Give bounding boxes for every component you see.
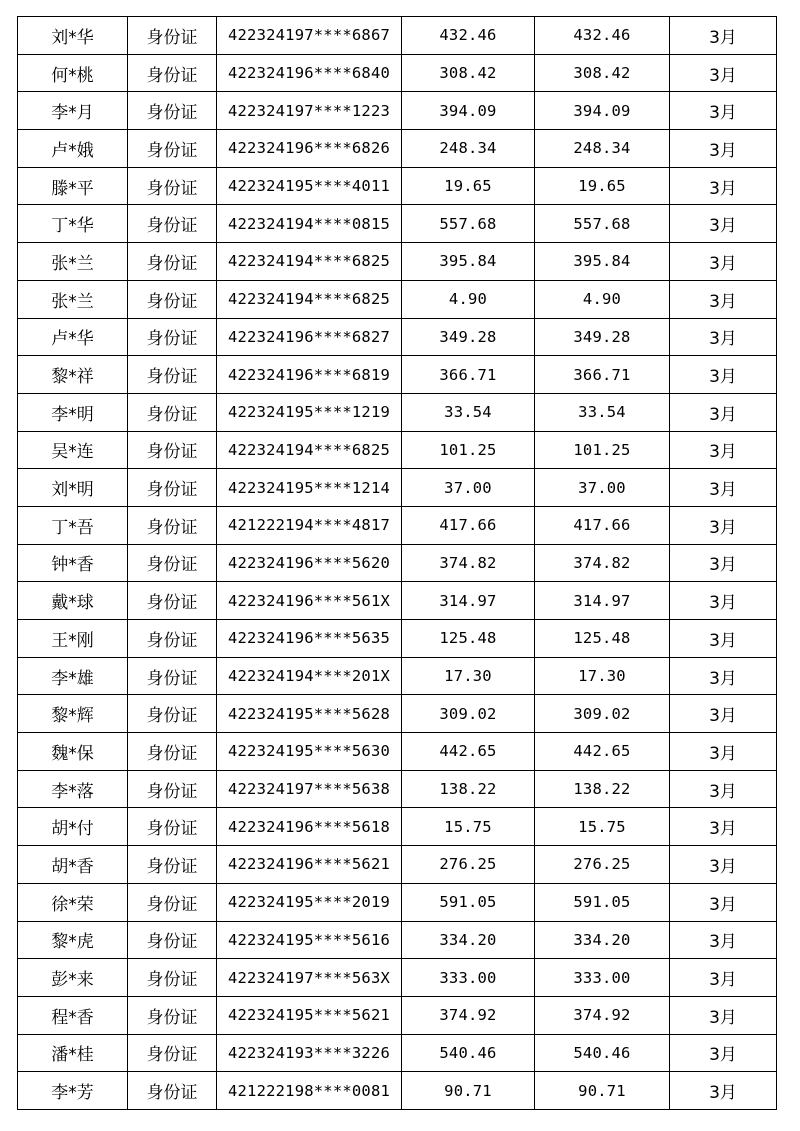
month-cell: 3月 [670, 1072, 777, 1110]
person-name-cell: 黎*祥 [18, 356, 128, 394]
id-type-cell: 身份证 [128, 695, 217, 733]
amount-cell: 90.71 [402, 1072, 535, 1110]
amount-cell: 308.42 [402, 54, 535, 92]
month-cell: 3月 [670, 243, 777, 281]
table-row [18, 1072, 777, 1110]
id-number-cell: 422324197****1223 [217, 92, 402, 130]
month-cell: 3月 [670, 695, 777, 733]
paid-amount-cell: 557.68 [535, 205, 670, 243]
person-name-cell: 王*刚 [18, 620, 128, 658]
amount-cell: 394.09 [402, 92, 535, 130]
table-row [18, 205, 777, 243]
amount-cell: 314.97 [402, 582, 535, 620]
month-cell: 3月 [670, 582, 777, 620]
amount-cell: 125.48 [402, 620, 535, 658]
id-type-cell: 身份证 [128, 582, 217, 620]
person-name-cell: 胡*付 [18, 808, 128, 846]
subsidy-table [17, 16, 777, 1110]
paid-amount-cell: 90.71 [535, 1072, 670, 1110]
id-type-cell: 身份证 [128, 469, 217, 507]
paid-amount-cell: 4.90 [535, 280, 670, 318]
month-cell: 3月 [670, 620, 777, 658]
amount-cell: 37.00 [402, 469, 535, 507]
id-number-cell: 422324195****5621 [217, 996, 402, 1034]
amount-cell: 442.65 [402, 733, 535, 771]
table-row [18, 167, 777, 205]
person-name-cell: 吴*连 [18, 431, 128, 469]
id-type-cell: 身份证 [128, 17, 217, 55]
table-row [18, 469, 777, 507]
amount-cell: 276.25 [402, 846, 535, 884]
id-number-cell: 422324195****5616 [217, 921, 402, 959]
paid-amount-cell: 314.97 [535, 582, 670, 620]
id-type-cell: 身份证 [128, 243, 217, 281]
id-number-cell: 421222198****0081 [217, 1072, 402, 1110]
month-cell: 3月 [670, 770, 777, 808]
table-row [18, 506, 777, 544]
table-row [18, 544, 777, 582]
id-number-cell: 422324194****0815 [217, 205, 402, 243]
table-row [18, 280, 777, 318]
person-name-cell: 李*雄 [18, 657, 128, 695]
month-cell: 3月 [670, 17, 777, 55]
id-number-cell: 422324194****201X [217, 657, 402, 695]
paid-amount-cell: 374.82 [535, 544, 670, 582]
id-type-cell: 身份证 [128, 808, 217, 846]
month-cell: 3月 [670, 54, 777, 92]
person-name-cell: 彭*来 [18, 959, 128, 997]
paid-amount-cell: 394.09 [535, 92, 670, 130]
person-name-cell: 黎*辉 [18, 695, 128, 733]
paid-amount-cell: 37.00 [535, 469, 670, 507]
month-cell: 3月 [670, 657, 777, 695]
month-cell: 3月 [670, 846, 777, 884]
month-cell: 3月 [670, 393, 777, 431]
paid-amount-cell: 19.65 [535, 167, 670, 205]
amount-cell: 374.82 [402, 544, 535, 582]
table-row [18, 695, 777, 733]
person-name-cell: 程*香 [18, 996, 128, 1034]
person-name-cell: 潘*桂 [18, 1034, 128, 1072]
amount-cell: 557.68 [402, 205, 535, 243]
table-row [18, 393, 777, 431]
amount-cell: 334.20 [402, 921, 535, 959]
person-name-cell: 徐*荣 [18, 883, 128, 921]
id-number-cell: 422324195****5628 [217, 695, 402, 733]
month-cell: 3月 [670, 92, 777, 130]
amount-cell: 591.05 [402, 883, 535, 921]
person-name-cell: 张*兰 [18, 280, 128, 318]
id-number-cell: 422324195****4011 [217, 167, 402, 205]
id-type-cell: 身份证 [128, 130, 217, 168]
person-name-cell: 何*桃 [18, 54, 128, 92]
person-name-cell: 戴*球 [18, 582, 128, 620]
amount-cell: 248.34 [402, 130, 535, 168]
id-number-cell: 422324195****1214 [217, 469, 402, 507]
id-number-cell: 422324195****5630 [217, 733, 402, 771]
person-name-cell: 张*兰 [18, 243, 128, 281]
id-type-cell: 身份证 [128, 1034, 217, 1072]
amount-cell: 4.90 [402, 280, 535, 318]
person-name-cell: 丁*华 [18, 205, 128, 243]
paid-amount-cell: 101.25 [535, 431, 670, 469]
person-name-cell: 卢*华 [18, 318, 128, 356]
person-name-cell: 李*明 [18, 393, 128, 431]
id-number-cell: 422324196****6840 [217, 54, 402, 92]
id-type-cell: 身份证 [128, 280, 217, 318]
paid-amount-cell: 276.25 [535, 846, 670, 884]
id-number-cell: 422324195****1219 [217, 393, 402, 431]
id-type-cell: 身份证 [128, 770, 217, 808]
id-type-cell: 身份证 [128, 92, 217, 130]
month-cell: 3月 [670, 996, 777, 1034]
amount-cell: 366.71 [402, 356, 535, 394]
month-cell: 3月 [670, 356, 777, 394]
table-row [18, 959, 777, 997]
paid-amount-cell: 591.05 [535, 883, 670, 921]
id-type-cell: 身份证 [128, 883, 217, 921]
table-row [18, 770, 777, 808]
paid-amount-cell: 395.84 [535, 243, 670, 281]
id-number-cell: 422324196****561X [217, 582, 402, 620]
id-type-cell: 身份证 [128, 657, 217, 695]
id-type-cell: 身份证 [128, 1072, 217, 1110]
month-cell: 3月 [670, 469, 777, 507]
paid-amount-cell: 17.30 [535, 657, 670, 695]
paid-amount-cell: 417.66 [535, 506, 670, 544]
table-row [18, 1034, 777, 1072]
month-cell: 3月 [670, 808, 777, 846]
id-type-cell: 身份证 [128, 356, 217, 394]
amount-cell: 333.00 [402, 959, 535, 997]
table-body [18, 17, 777, 1110]
id-type-cell: 身份证 [128, 393, 217, 431]
id-type-cell: 身份证 [128, 846, 217, 884]
month-cell: 3月 [670, 921, 777, 959]
amount-cell: 19.65 [402, 167, 535, 205]
paid-amount-cell: 349.28 [535, 318, 670, 356]
amount-cell: 101.25 [402, 431, 535, 469]
table-row [18, 582, 777, 620]
table-row [18, 92, 777, 130]
paid-amount-cell: 442.65 [535, 733, 670, 771]
person-name-cell: 李*芳 [18, 1072, 128, 1110]
id-number-cell: 422324196****6826 [217, 130, 402, 168]
id-type-cell: 身份证 [128, 544, 217, 582]
table-row [18, 130, 777, 168]
person-name-cell: 李*月 [18, 92, 128, 130]
amount-cell: 15.75 [402, 808, 535, 846]
person-name-cell: 滕*平 [18, 167, 128, 205]
id-number-cell: 422324194****6825 [217, 280, 402, 318]
month-cell: 3月 [670, 205, 777, 243]
amount-cell: 138.22 [402, 770, 535, 808]
month-cell: 3月 [670, 506, 777, 544]
paid-amount-cell: 540.46 [535, 1034, 670, 1072]
paid-amount-cell: 308.42 [535, 54, 670, 92]
table-row [18, 883, 777, 921]
person-name-cell: 魏*保 [18, 733, 128, 771]
paid-amount-cell: 374.92 [535, 996, 670, 1034]
person-name-cell: 胡*香 [18, 846, 128, 884]
id-type-cell: 身份证 [128, 431, 217, 469]
table-row [18, 54, 777, 92]
paid-amount-cell: 15.75 [535, 808, 670, 846]
month-cell: 3月 [670, 959, 777, 997]
month-cell: 3月 [670, 280, 777, 318]
id-number-cell: 422324195****2019 [217, 883, 402, 921]
id-type-cell: 身份证 [128, 506, 217, 544]
person-name-cell: 黎*虎 [18, 921, 128, 959]
person-name-cell: 卢*娥 [18, 130, 128, 168]
month-cell: 3月 [670, 544, 777, 582]
paid-amount-cell: 366.71 [535, 356, 670, 394]
table-row [18, 996, 777, 1034]
table-row [18, 733, 777, 771]
paid-amount-cell: 138.22 [535, 770, 670, 808]
table-row [18, 921, 777, 959]
amount-cell: 17.30 [402, 657, 535, 695]
month-cell: 3月 [670, 883, 777, 921]
paid-amount-cell: 334.20 [535, 921, 670, 959]
table-row [18, 243, 777, 281]
id-number-cell: 422324194****6825 [217, 431, 402, 469]
id-type-cell: 身份证 [128, 318, 217, 356]
amount-cell: 349.28 [402, 318, 535, 356]
table-row [18, 846, 777, 884]
id-number-cell: 422324197****563X [217, 959, 402, 997]
id-type-cell: 身份证 [128, 921, 217, 959]
amount-cell: 432.46 [402, 17, 535, 55]
amount-cell: 374.92 [402, 996, 535, 1034]
table-row [18, 657, 777, 695]
paid-amount-cell: 125.48 [535, 620, 670, 658]
id-number-cell: 421222194****4817 [217, 506, 402, 544]
table-row [18, 431, 777, 469]
table-row [18, 808, 777, 846]
month-cell: 3月 [670, 167, 777, 205]
id-number-cell: 422324197****6867 [217, 17, 402, 55]
amount-cell: 33.54 [402, 393, 535, 431]
paid-amount-cell: 432.46 [535, 17, 670, 55]
id-number-cell: 422324193****3226 [217, 1034, 402, 1072]
id-number-cell: 422324196****6827 [217, 318, 402, 356]
month-cell: 3月 [670, 1034, 777, 1072]
month-cell: 3月 [670, 733, 777, 771]
person-name-cell: 钟*香 [18, 544, 128, 582]
amount-cell: 540.46 [402, 1034, 535, 1072]
person-name-cell: 李*落 [18, 770, 128, 808]
person-name-cell: 丁*吾 [18, 506, 128, 544]
id-type-cell: 身份证 [128, 733, 217, 771]
month-cell: 3月 [670, 431, 777, 469]
table-row [18, 318, 777, 356]
amount-cell: 309.02 [402, 695, 535, 733]
id-type-cell: 身份证 [128, 620, 217, 658]
id-number-cell: 422324196****6819 [217, 356, 402, 394]
month-cell: 3月 [670, 318, 777, 356]
table-row [18, 17, 777, 55]
amount-cell: 417.66 [402, 506, 535, 544]
id-type-cell: 身份证 [128, 996, 217, 1034]
id-number-cell: 422324196****5621 [217, 846, 402, 884]
month-cell: 3月 [670, 130, 777, 168]
id-type-cell: 身份证 [128, 167, 217, 205]
paid-amount-cell: 248.34 [535, 130, 670, 168]
id-number-cell: 422324196****5620 [217, 544, 402, 582]
id-number-cell: 422324194****6825 [217, 243, 402, 281]
id-number-cell: 422324196****5618 [217, 808, 402, 846]
paid-amount-cell: 309.02 [535, 695, 670, 733]
person-name-cell: 刘*明 [18, 469, 128, 507]
table-row [18, 356, 777, 394]
id-number-cell: 422324196****5635 [217, 620, 402, 658]
table-row [18, 620, 777, 658]
id-type-cell: 身份证 [128, 205, 217, 243]
id-number-cell: 422324197****5638 [217, 770, 402, 808]
id-type-cell: 身份证 [128, 959, 217, 997]
amount-cell: 395.84 [402, 243, 535, 281]
person-name-cell: 刘*华 [18, 17, 128, 55]
id-type-cell: 身份证 [128, 54, 217, 92]
paid-amount-cell: 333.00 [535, 959, 670, 997]
paid-amount-cell: 33.54 [535, 393, 670, 431]
